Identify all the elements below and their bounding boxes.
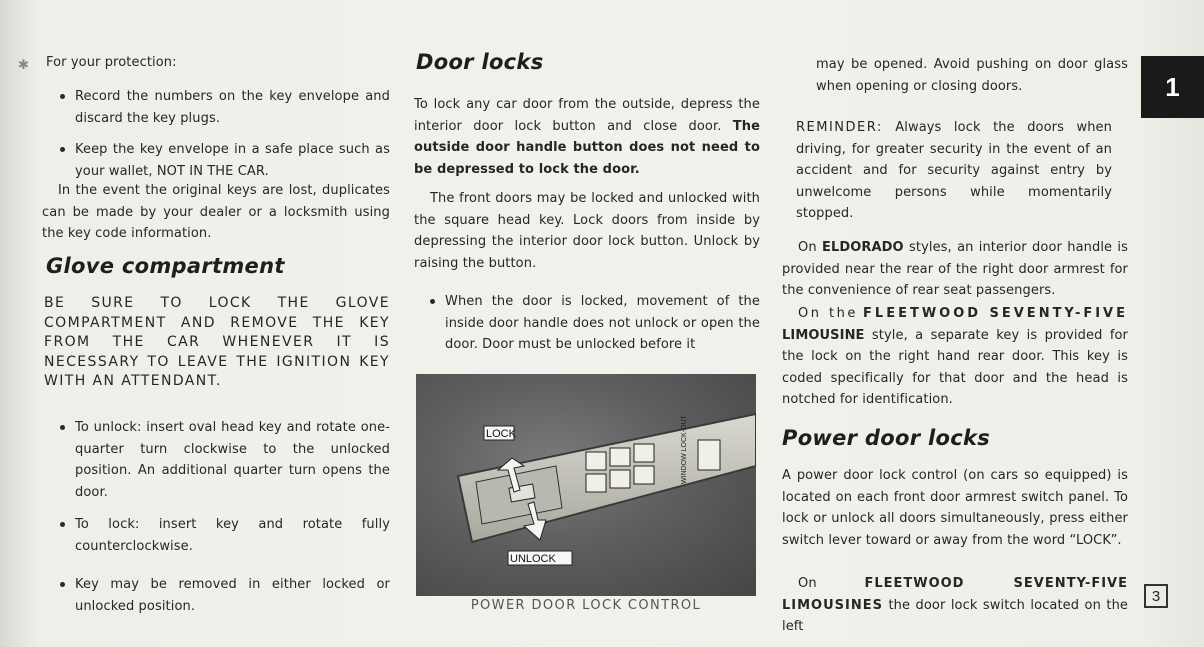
photo-caption: POWER DOOR LOCK CONTROL xyxy=(470,598,702,613)
page-number: 3 xyxy=(1144,584,1168,608)
continued-text: may be opened. Avoid pushing on door glass when opening or closing doors. xyxy=(816,57,1128,94)
glove-compartment-heading: Glove compartment xyxy=(46,254,285,278)
bullet-key-removal: Key may be removed in either locked or unlocked position. xyxy=(44,574,390,617)
power-door-locks-heading: Power door locks xyxy=(782,426,991,450)
fleetwood-pre: On the xyxy=(798,306,858,321)
bullet-unlock: To unlock: insert oval head key and rotate one-quarter turn clockwise to the unlocked position. An additional quarter turn opens the door. xyxy=(44,417,390,503)
last-pre: On xyxy=(798,576,817,591)
fleetwood-name: FLEETWOOD SEVENTY-FIVE xyxy=(863,306,1128,321)
fleetwood-text: style, a separate key is provided for the lock on the right hand rear door. This key is coded specifically for that door and the head is notched for identification. xyxy=(782,327,1128,407)
eldorado-pre: On xyxy=(798,240,817,255)
lock-label: LOCK xyxy=(486,428,516,440)
fleetwood-limousine-para xyxy=(782,303,1128,411)
glove-warning: BE SURE TO LOCK THE GLOVE COMPARTMENT AND REMOVE THE KEY FROM THE CAR WHENEVER IT IS NECESSARY TO LEAVE THE IGNITION KEY WITH AN ATTENDANT. xyxy=(44,295,390,389)
para1-bold: The outside door handle button does not need to be depressed to lock the door. xyxy=(414,118,760,177)
fleetwood-limousines-para xyxy=(782,573,1128,638)
window-lockout-label: WINDOW LOCK-OUT xyxy=(681,415,688,484)
bullet-record-numbers: Record the numbers on the key envelope and discard the key plugs. xyxy=(44,86,390,129)
reminder-para xyxy=(796,117,1112,225)
last-name: FLEETWOOD SEVENTY-FIVE LIMOUSINES xyxy=(782,576,1129,613)
duplicate-keys-para: In the event the original keys are lost, duplicates can be made by your dealer or a locksmith using the key code information. xyxy=(42,183,390,241)
eldorado-text: styles, an interior door handle is provided near the rear of the right door armrest for the convenience of rear seat passengers. xyxy=(782,240,1129,298)
eldorado-para xyxy=(782,237,1128,302)
power-door-locks-para: A power door lock control (on cars so equipped) is located on each front door armrest switch panel. To lock or unlock all doors simultaneously, press either switch lever toward or away from the word “LOCK”. xyxy=(782,468,1128,548)
reminder-label: REMINDER: xyxy=(796,120,883,135)
power-door-lock-photo xyxy=(416,374,756,596)
door-locks-para1 xyxy=(414,94,760,180)
door-locks-para2: The front doors may be locked and unlocked with the square head key. Lock doors from inside by depressing the interior door lock button. Unlock by raising the button. xyxy=(414,191,760,271)
limousine-name: LIMOUSINE xyxy=(782,327,865,343)
bullet-lock: To lock: insert key and rotate fully counterclockwise. xyxy=(44,514,390,557)
eldorado-name: ELDORADO xyxy=(821,240,904,255)
switch-panel-illustration xyxy=(416,374,756,596)
intro-text: For your protection: xyxy=(46,55,177,70)
bullet-keep-envelope: Keep the key envelope in a safe place such as your wallet, NOT IN THE CAR. xyxy=(44,139,390,182)
unlock-label: UNLOCK xyxy=(510,553,556,565)
last-text: the door lock switch located on the left xyxy=(782,597,1129,634)
section-tab: 1 xyxy=(1141,56,1204,118)
para1-normal: To lock any car door from the outside, depress the interior door lock button and close door. xyxy=(414,97,760,134)
margin-mark: ✱ xyxy=(18,58,29,73)
reminder-text: Always lock the doors when driving, for greater security in the event of an accident and for security against entry by unwelcome persons while momentarily stopped. xyxy=(796,120,1112,221)
bullet-door-locked: When the door is locked, movement of the inside door handle does not unlock or open the door. Door must be unlocked before it xyxy=(414,291,760,356)
door-locks-heading: Door locks xyxy=(416,50,544,74)
